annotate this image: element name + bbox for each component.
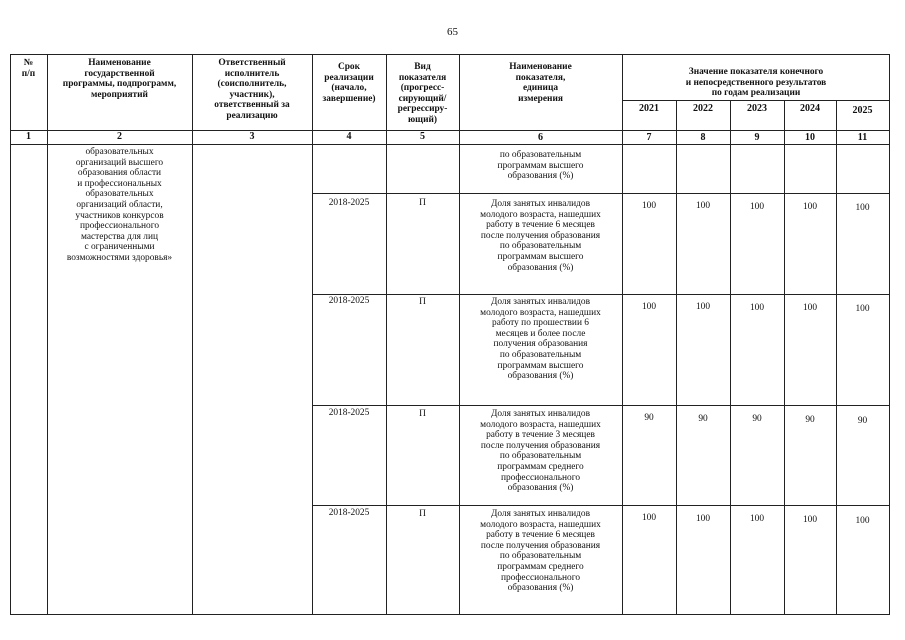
column-number: 7 xyxy=(646,132,652,143)
header-year: 2023 xyxy=(747,103,767,114)
column-number: 2 xyxy=(117,131,122,142)
column-number: 5 xyxy=(420,131,425,142)
value-cell: 90 xyxy=(805,415,815,425)
value-cell: 100 xyxy=(749,303,765,313)
indicator-cell: Доля занятых инвалидов молодого возраста, нашедших работу в течение 6 месяцев после получения образования по образовательным программам высшего образования (%) xyxy=(480,199,601,273)
column-number: 11 xyxy=(857,132,868,143)
value-cell: 90 xyxy=(752,414,762,424)
header-year: 2024 xyxy=(800,103,820,114)
term-cell: 2018-2025 xyxy=(328,296,370,306)
value-cell: 100 xyxy=(749,514,765,524)
value-cell: 100 xyxy=(749,202,765,212)
column-number: 9 xyxy=(754,132,760,143)
value-cell: 100 xyxy=(695,514,711,524)
row-divider xyxy=(312,294,890,295)
header-values-group: Значение показателя конечного и непосредственного результатов по годам реализации xyxy=(685,67,827,99)
term-cell: 2018-2025 xyxy=(328,408,370,418)
table-border-right xyxy=(889,54,890,615)
row-divider xyxy=(312,505,890,506)
table-border-top xyxy=(10,54,890,55)
header-term: Срок реализации (начало, завершение) xyxy=(322,62,376,104)
value-cell: 90 xyxy=(698,414,708,424)
kind-cell: П xyxy=(419,198,426,208)
value-cell: 100 xyxy=(641,302,657,312)
value-cell: 100 xyxy=(855,516,870,526)
column-numbers-bottom-line xyxy=(10,144,890,145)
column-number: 8 xyxy=(700,132,706,143)
value-cell: 100 xyxy=(855,203,870,213)
table-border-bottom xyxy=(10,614,890,615)
value-cell: 100 xyxy=(641,201,657,211)
column-number: 10 xyxy=(805,132,815,143)
header-kind: Вид показателя (прогресс- сирующий/ регрессиру- ющий) xyxy=(397,62,448,125)
row-divider xyxy=(312,193,890,194)
indicator-cell: Доля занятых инвалидов молодого возраста, нашедших работу в течение 3 месяцев после получения образования по образовательным программам среднего профессионального образования (%) xyxy=(480,409,601,494)
column-number: 4 xyxy=(346,131,352,142)
header-program: Наименование государственной программы, подпрограмм, мероприятий xyxy=(62,58,177,100)
value-cell: 100 xyxy=(855,304,870,314)
values-group-divider xyxy=(622,100,890,101)
column-line xyxy=(730,100,731,615)
program-name-cell: образовательных организаций высшего образования области и профессиональных образовательных организаций области, участников конкурсов профессионального мастерства для лиц с ограниченными возможностями здоровья» xyxy=(66,147,173,263)
column-line xyxy=(836,100,837,615)
kind-cell: П xyxy=(419,409,426,419)
value-cell: 100 xyxy=(641,513,657,523)
value-cell: 90 xyxy=(644,413,654,423)
value-cell: 100 xyxy=(695,201,711,211)
value-cell: 90 xyxy=(857,416,868,426)
column-number: 1 xyxy=(26,131,31,142)
kind-cell: П xyxy=(419,509,426,519)
value-cell: 100 xyxy=(695,302,711,312)
header-year: 2025 xyxy=(852,105,873,116)
header-num: № п/п xyxy=(21,58,36,79)
indicator-continued: по образовательным программам высшего образования (%) xyxy=(497,150,584,182)
header-year: 2022 xyxy=(693,103,713,114)
column-number: 6 xyxy=(538,132,543,143)
value-cell: 100 xyxy=(802,303,818,313)
header-year: 2021 xyxy=(639,103,659,114)
header-bottom-line xyxy=(10,130,890,131)
value-cell: 100 xyxy=(802,202,818,212)
term-cell: 2018-2025 xyxy=(328,508,370,518)
row-divider xyxy=(312,405,890,406)
column-line xyxy=(784,100,785,615)
indicator-cell: Доля занятых инвалидов молодого возраста, нашедших работу по прошествии 6 месяцев и более после получения образования по образовательным программам высшего образования (%) xyxy=(480,297,601,382)
page-number: 65 xyxy=(447,26,458,38)
column-line xyxy=(676,100,677,615)
indicator-cell: Доля занятых инвалидов молодого возраста, нашедших работу в течение 6 месяцев после получения образования по образовательным программам среднего профессионального образования (%) xyxy=(480,509,601,594)
header-indicator: Наименование показателя, единица измерения xyxy=(509,62,572,104)
header-responsible: Ответственный исполнитель (соисполнитель, участник), ответственный за реализацию xyxy=(214,58,290,121)
term-cell: 2018-2025 xyxy=(328,198,370,208)
kind-cell: П xyxy=(419,297,426,307)
value-cell: 100 xyxy=(802,515,818,525)
column-number: 3 xyxy=(249,131,255,142)
